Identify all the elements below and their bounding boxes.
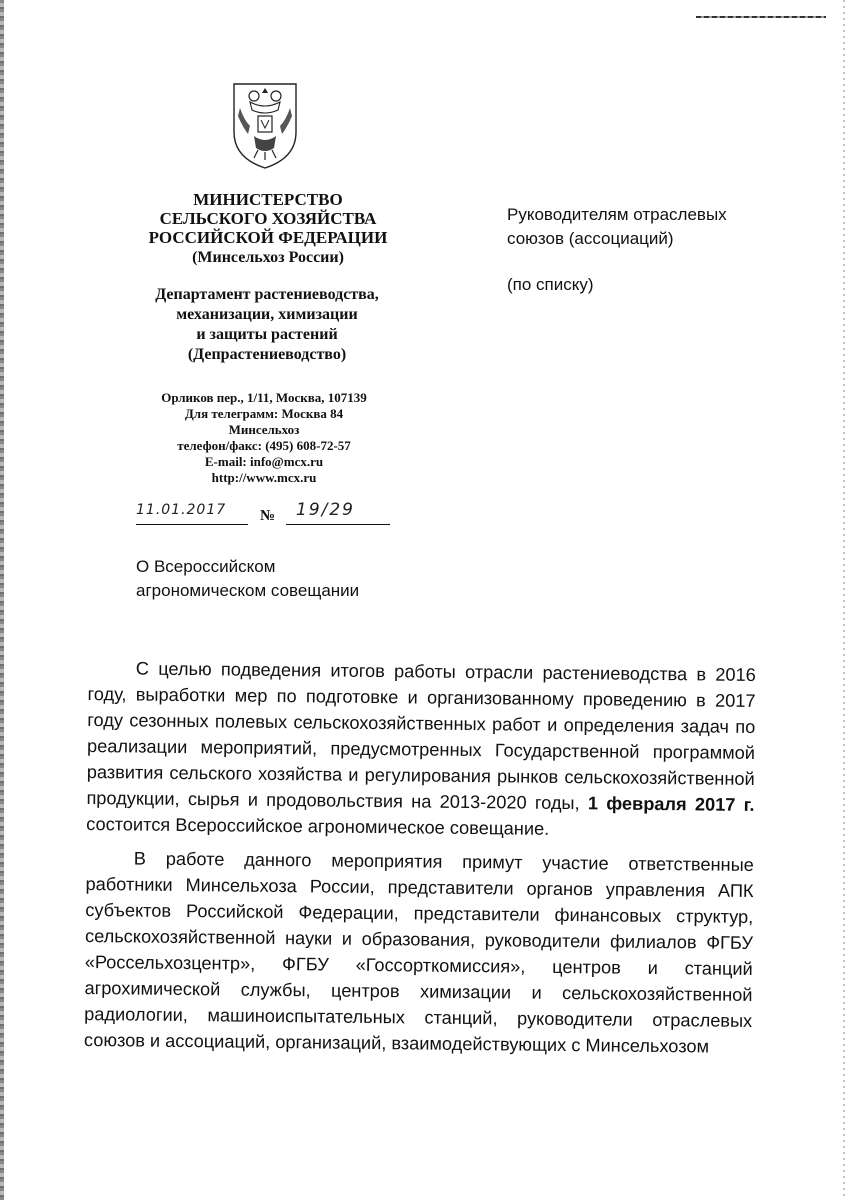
contact-address-block: [130, 390, 398, 486]
subject-line: О Всероссийском: [136, 557, 276, 576]
email-line: E-mail: info@mcx.ru: [204, 454, 324, 469]
scan-mark-top: [696, 16, 826, 18]
date-underline: [136, 524, 248, 525]
paragraph-1-text: С целью подведения итогов работы отрасли растениеводства в 2016 году, выработки мер по подготовке и организованному проведению в 2017 году сезонных полевых сельскохозяйственных работ и определения задач по реализации мероприятий, предусмотренных Государственной программой развития сельского хозяйства и регулирования рынков сельскохозяйственной продукции, сырья и продовольствия на 2013-2020 годы,: [86, 658, 756, 814]
addressee-block: [507, 203, 727, 297]
ministry-name-line: МИНИСТЕРСТВО: [193, 190, 343, 209]
scan-edge-left: [0, 0, 4, 1200]
department-block: [128, 285, 406, 365]
addressee-by-list: (по списку): [507, 275, 594, 294]
paragraph-2: В работе данного мероприятия примут участие ответственные работники Минсельхоза России, представители органов управления АПК субъектов Российской Федерации, представители финансовых структур, сельскохозяйственной науки и образования, руководители филиалов ФГБУ «Россельхозцентр», ФГБУ «Госсорткомиссия», центров и станций агрохимической службы, центров химизации и сельскохозяйственной радиологии, машиноиспытательных станций, руководители отраслевых союзов и ассоциаций, организаций, взаимодействующих с Минсельхозом: [83, 848, 754, 1057]
registration-number: 19/29: [296, 500, 355, 520]
registration-date: 11.01.2017: [136, 502, 227, 518]
letter-subject: [136, 555, 359, 603]
number-sign: №: [260, 508, 276, 524]
addressee-line: Руководителям отраслевых: [507, 205, 727, 224]
department-line: Департамент растениеводства,: [155, 286, 379, 303]
department-line: (Депрастениеводство): [187, 346, 347, 363]
telegram-line: Для телеграмм: Москва 84: [184, 406, 344, 421]
paragraph-1-end: состоится Всероссийское агрономическое совещание.: [86, 813, 550, 839]
letter-body: [84, 655, 756, 1068]
address-line: Орликов пер., 1/11, Москва, 107139: [161, 390, 367, 405]
coat-of-arms-emblem: [228, 80, 302, 170]
subject-line: агрономическом совещании: [136, 581, 360, 600]
telegram-code-line: Минсельхоз: [228, 422, 300, 437]
ministry-name-line: РОССИЙСКОЙ ФЕДЕРАЦИИ: [148, 228, 388, 247]
website-line: http://www.mcx.ru: [211, 470, 317, 485]
meeting-date: 1 февраля 2017 г.: [587, 793, 755, 815]
addressee-line: союзов (ассоциаций): [507, 229, 674, 248]
phone-fax-line: телефон/факс: (495) 608-72-57: [177, 438, 351, 453]
number-underline: [286, 524, 390, 525]
ministry-short-name: (Минсельхоз России): [192, 249, 344, 266]
ministry-name-line: СЕЛЬСКОГО ХОЗЯЙСТВА: [159, 209, 377, 228]
registration-row: [136, 500, 394, 528]
department-line: механизации, химизации: [176, 306, 358, 323]
ministry-header: [118, 190, 418, 267]
paragraph-1: [86, 655, 756, 844]
scan-edge-right: [843, 0, 845, 1200]
department-line: и защиты растений: [196, 326, 338, 343]
